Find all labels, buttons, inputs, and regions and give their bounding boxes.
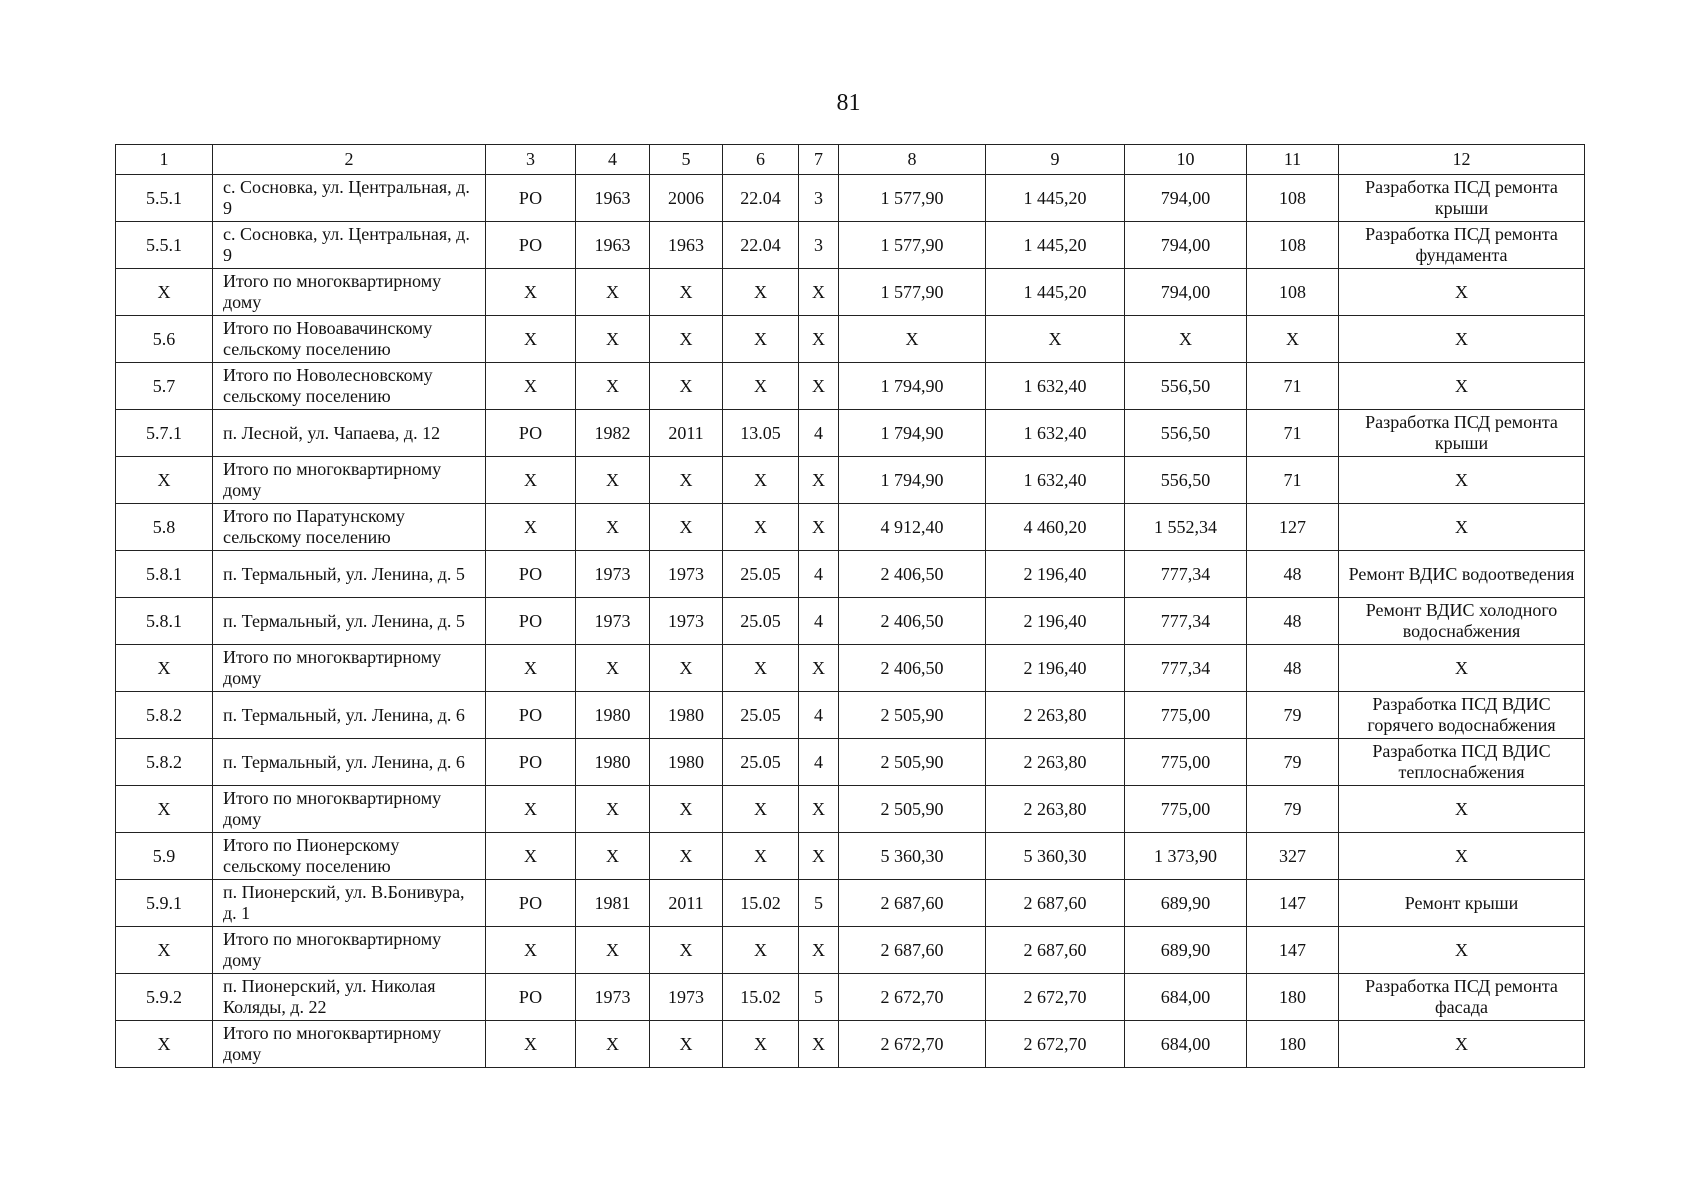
col-type: РО	[486, 974, 576, 1021]
col-work: Х	[1339, 1021, 1585, 1068]
col-residents: 48	[1247, 645, 1339, 692]
col-year-built: Х	[576, 504, 650, 551]
col-type: Х	[486, 269, 576, 316]
col-type: РО	[486, 880, 576, 927]
col-year-repair: 2011	[650, 880, 723, 927]
col-address: Итого по многоквартирному дому	[213, 927, 486, 974]
header-cell-10: 10	[1125, 145, 1247, 175]
col-floors: Х	[799, 927, 839, 974]
col-year-repair: 1980	[650, 692, 723, 739]
col-number: 5.9.1	[116, 880, 213, 927]
col-work: Ремонт крыши	[1339, 880, 1585, 927]
col-floors: Х	[799, 504, 839, 551]
header-cell-1: 1	[116, 145, 213, 175]
col-address: Итого по Новоавачинскому сельскому поселению	[213, 316, 486, 363]
col-area-total: 1 577,90	[839, 269, 986, 316]
col-year-repair: Х	[650, 1021, 723, 1068]
col-address: Итого по Новолесновскому сельскому поселению	[213, 363, 486, 410]
col-cost: 794,00	[1125, 269, 1247, 316]
col-year-built: Х	[576, 363, 650, 410]
header-cell-2: 2	[213, 145, 486, 175]
col-type: Х	[486, 786, 576, 833]
col-address: Итого по многоквартирному дому	[213, 1021, 486, 1068]
col-address: п. Пионерский, ул. Николая Коляды, д. 22	[213, 974, 486, 1021]
col-cost: 777,34	[1125, 645, 1247, 692]
col-area-living: 4 460,20	[986, 504, 1125, 551]
col-year-built: 1973	[576, 598, 650, 645]
col-number: Х	[116, 269, 213, 316]
col-year-built: 1973	[576, 974, 650, 1021]
col-number: 5.8.1	[116, 598, 213, 645]
col-number: 5.8.2	[116, 692, 213, 739]
table-row	[116, 457, 1585, 504]
col-area-living: 1 445,20	[986, 269, 1125, 316]
col-work: Разработка ПСД ремонта крыши	[1339, 410, 1585, 457]
col-area-total: 1 577,90	[839, 175, 986, 222]
col-type: Х	[486, 363, 576, 410]
col-date: Х	[723, 927, 799, 974]
col-date: Х	[723, 645, 799, 692]
col-date: 25.05	[723, 598, 799, 645]
col-date: 25.05	[723, 692, 799, 739]
col-address: п. Лесной, ул. Чапаева, д. 12	[213, 410, 486, 457]
table-row	[116, 269, 1585, 316]
col-address: с. Сосновка, ул. Центральная, д. 9	[213, 222, 486, 269]
col-year-built: Х	[576, 457, 650, 504]
col-year-built: 1963	[576, 175, 650, 222]
col-residents: 71	[1247, 410, 1339, 457]
col-number: 5.9.2	[116, 974, 213, 1021]
data-table	[115, 144, 1585, 1068]
col-cost: 684,00	[1125, 1021, 1247, 1068]
col-area-living: 2 672,70	[986, 1021, 1125, 1068]
col-residents: 71	[1247, 457, 1339, 504]
col-year-built: Х	[576, 645, 650, 692]
col-date: 15.02	[723, 880, 799, 927]
col-work: Х	[1339, 269, 1585, 316]
col-number: 5.8	[116, 504, 213, 551]
col-area-total: 2 505,90	[839, 692, 986, 739]
table-row	[116, 1021, 1585, 1068]
col-floors: 4	[799, 598, 839, 645]
col-address: п. Термальный, ул. Ленина, д. 5	[213, 598, 486, 645]
col-cost: 689,90	[1125, 927, 1247, 974]
header-cell-9: 9	[986, 145, 1125, 175]
col-area-living: 5 360,30	[986, 833, 1125, 880]
table-row	[116, 833, 1585, 880]
col-cost: 775,00	[1125, 786, 1247, 833]
col-floors: 4	[799, 551, 839, 598]
header-cell-4: 4	[576, 145, 650, 175]
col-area-living: 2 196,40	[986, 645, 1125, 692]
col-type: РО	[486, 692, 576, 739]
col-year-repair: 1973	[650, 974, 723, 1021]
col-cost: 556,50	[1125, 410, 1247, 457]
col-date: Х	[723, 1021, 799, 1068]
page-number: 81	[836, 90, 861, 116]
col-work: Ремонт ВДИС водоотведения	[1339, 551, 1585, 598]
table-row	[116, 927, 1585, 974]
col-year-built: Х	[576, 786, 650, 833]
col-floors: Х	[799, 457, 839, 504]
col-residents: 79	[1247, 786, 1339, 833]
table-row	[116, 551, 1585, 598]
col-number: Х	[116, 1021, 213, 1068]
col-area-living: 2 687,60	[986, 927, 1125, 974]
col-number: 5.9	[116, 833, 213, 880]
table-header-row	[116, 145, 1585, 175]
table-row	[116, 175, 1585, 222]
col-work: Разработка ПСД ремонта крыши	[1339, 175, 1585, 222]
table-row	[116, 598, 1585, 645]
col-work: Ремонт ВДИС холодного водоснабжения	[1339, 598, 1585, 645]
table-row	[116, 410, 1585, 457]
col-year-repair: 1973	[650, 551, 723, 598]
col-type: Х	[486, 457, 576, 504]
col-type: Х	[486, 645, 576, 692]
col-area-living: 2 196,40	[986, 551, 1125, 598]
col-floors: 5	[799, 880, 839, 927]
col-floors: Х	[799, 269, 839, 316]
col-cost: 775,00	[1125, 692, 1247, 739]
col-area-total: 1 794,90	[839, 410, 986, 457]
col-year-built: Х	[576, 316, 650, 363]
col-number: 5.8.1	[116, 551, 213, 598]
table-row	[116, 363, 1585, 410]
col-area-total: 1 577,90	[839, 222, 986, 269]
col-type: РО	[486, 598, 576, 645]
col-year-repair: Х	[650, 269, 723, 316]
col-address: с. Сосновка, ул. Центральная, д. 9	[213, 175, 486, 222]
table-row	[116, 739, 1585, 786]
col-cost: 794,00	[1125, 222, 1247, 269]
col-date: 13.05	[723, 410, 799, 457]
col-type: Х	[486, 1021, 576, 1068]
col-work: Разработка ПСД ремонта фундамента	[1339, 222, 1585, 269]
col-address: п. Термальный, ул. Ленина, д. 6	[213, 692, 486, 739]
col-year-repair: Х	[650, 316, 723, 363]
col-cost: 1 373,90	[1125, 833, 1247, 880]
col-work: Х	[1339, 504, 1585, 551]
col-residents: 108	[1247, 175, 1339, 222]
col-number: Х	[116, 786, 213, 833]
col-area-total: 5 360,30	[839, 833, 986, 880]
col-work: Разработка ПСД ремонта фасада	[1339, 974, 1585, 1021]
col-cost: 777,34	[1125, 598, 1247, 645]
col-area-living: 2 263,80	[986, 786, 1125, 833]
col-cost: 777,34	[1125, 551, 1247, 598]
col-work: Х	[1339, 316, 1585, 363]
col-area-total: 2 672,70	[839, 974, 986, 1021]
col-date: Х	[723, 363, 799, 410]
col-number: 5.5.1	[116, 175, 213, 222]
col-area-total: 1 794,90	[839, 363, 986, 410]
col-date: 25.05	[723, 551, 799, 598]
col-year-repair: Х	[650, 645, 723, 692]
col-year-built: Х	[576, 833, 650, 880]
col-area-total: Х	[839, 316, 986, 363]
col-date: Х	[723, 316, 799, 363]
table-row	[116, 645, 1585, 692]
col-year-built: 1982	[576, 410, 650, 457]
col-address: Итого по многоквартирному дому	[213, 457, 486, 504]
table-row	[116, 974, 1585, 1021]
col-area-living: Х	[986, 316, 1125, 363]
col-area-living: 1 632,40	[986, 363, 1125, 410]
header-cell-8: 8	[839, 145, 986, 175]
col-area-total: 2 672,70	[839, 1021, 986, 1068]
col-residents: 180	[1247, 974, 1339, 1021]
col-area-total: 2 406,50	[839, 598, 986, 645]
col-type: Х	[486, 504, 576, 551]
col-area-total: 2 406,50	[839, 551, 986, 598]
header-cell-5: 5	[650, 145, 723, 175]
col-residents: 147	[1247, 927, 1339, 974]
col-year-repair: Х	[650, 363, 723, 410]
col-cost: 556,50	[1125, 457, 1247, 504]
col-residents: 147	[1247, 880, 1339, 927]
col-type: РО	[486, 410, 576, 457]
col-floors: Х	[799, 833, 839, 880]
col-residents: 48	[1247, 551, 1339, 598]
col-date: Х	[723, 457, 799, 504]
col-type: Х	[486, 927, 576, 974]
col-area-living: 2 672,70	[986, 974, 1125, 1021]
col-year-built: Х	[576, 1021, 650, 1068]
col-cost: 1 552,34	[1125, 504, 1247, 551]
col-area-living: 1 445,20	[986, 222, 1125, 269]
col-work: Разработка ПСД ВДИС горячего водоснабжения	[1339, 692, 1585, 739]
col-area-total: 1 794,90	[839, 457, 986, 504]
col-number: 5.6	[116, 316, 213, 363]
col-area-total: 2 505,90	[839, 786, 986, 833]
col-work: Х	[1339, 786, 1585, 833]
col-area-total: 2 505,90	[839, 739, 986, 786]
col-year-repair: Х	[650, 457, 723, 504]
col-area-living: 2 263,80	[986, 692, 1125, 739]
col-floors: 3	[799, 175, 839, 222]
col-number: Х	[116, 927, 213, 974]
col-residents: 48	[1247, 598, 1339, 645]
col-area-living: 1 632,40	[986, 410, 1125, 457]
col-residents: 180	[1247, 1021, 1339, 1068]
col-work: Х	[1339, 363, 1585, 410]
header-cell-7: 7	[799, 145, 839, 175]
col-address: Итого по Паратунскому сельскому поселению	[213, 504, 486, 551]
col-date: 22.04	[723, 175, 799, 222]
header-cell-12: 12	[1339, 145, 1585, 175]
col-cost: 556,50	[1125, 363, 1247, 410]
table-row	[116, 692, 1585, 739]
col-area-total: 4 912,40	[839, 504, 986, 551]
col-year-repair: Х	[650, 833, 723, 880]
col-residents: 127	[1247, 504, 1339, 551]
col-floors: Х	[799, 786, 839, 833]
col-work: Х	[1339, 457, 1585, 504]
col-area-living: 2 687,60	[986, 880, 1125, 927]
col-cost: 689,90	[1125, 880, 1247, 927]
col-residents: 327	[1247, 833, 1339, 880]
col-date: 22.04	[723, 222, 799, 269]
col-number: Х	[116, 457, 213, 504]
col-address: Итого по многоквартирному дому	[213, 269, 486, 316]
col-date: 15.02	[723, 974, 799, 1021]
table-row	[116, 316, 1585, 363]
col-date: Х	[723, 269, 799, 316]
col-area-total: 2 406,50	[839, 645, 986, 692]
col-year-repair: 1973	[650, 598, 723, 645]
col-year-repair: 1963	[650, 222, 723, 269]
table-row	[116, 786, 1585, 833]
col-address: п. Термальный, ул. Ленина, д. 5	[213, 551, 486, 598]
col-year-repair: Х	[650, 504, 723, 551]
col-number: 5.7	[116, 363, 213, 410]
col-floors: Х	[799, 1021, 839, 1068]
col-cost: 775,00	[1125, 739, 1247, 786]
col-year-built: 1980	[576, 739, 650, 786]
col-floors: 3	[799, 222, 839, 269]
col-cost: Х	[1125, 316, 1247, 363]
col-floors: Х	[799, 316, 839, 363]
col-residents: 79	[1247, 739, 1339, 786]
col-floors: 4	[799, 692, 839, 739]
col-address: Итого по многоквартирному дому	[213, 786, 486, 833]
col-address: п. Пионерский, ул. В.Бонивура, д. 1	[213, 880, 486, 927]
col-floors: Х	[799, 363, 839, 410]
col-type: РО	[486, 551, 576, 598]
col-year-repair: 2006	[650, 175, 723, 222]
col-floors: 5	[799, 974, 839, 1021]
col-floors: 4	[799, 410, 839, 457]
header-cell-6: 6	[723, 145, 799, 175]
col-area-total: 2 687,60	[839, 880, 986, 927]
col-date: Х	[723, 786, 799, 833]
col-year-repair: Х	[650, 927, 723, 974]
col-floors: Х	[799, 645, 839, 692]
col-address: Итого по Пионерскому сельскому поселению	[213, 833, 486, 880]
col-number: 5.5.1	[116, 222, 213, 269]
table-row	[116, 504, 1585, 551]
col-cost: 794,00	[1125, 175, 1247, 222]
col-work: Х	[1339, 645, 1585, 692]
col-year-built: 1963	[576, 222, 650, 269]
col-floors: 4	[799, 739, 839, 786]
col-area-living: 1 445,20	[986, 175, 1125, 222]
col-residents: 108	[1247, 269, 1339, 316]
col-type: РО	[486, 222, 576, 269]
col-date: Х	[723, 833, 799, 880]
col-type: Х	[486, 316, 576, 363]
col-address: п. Термальный, ул. Ленина, д. 6	[213, 739, 486, 786]
col-date: 25.05	[723, 739, 799, 786]
col-year-built: Х	[576, 927, 650, 974]
col-date: Х	[723, 504, 799, 551]
col-year-built: 1973	[576, 551, 650, 598]
col-type: Х	[486, 833, 576, 880]
col-year-repair: Х	[650, 786, 723, 833]
col-residents: 108	[1247, 222, 1339, 269]
col-type: РО	[486, 739, 576, 786]
col-residents: 71	[1247, 363, 1339, 410]
table-row	[116, 222, 1585, 269]
col-type: РО	[486, 175, 576, 222]
col-year-repair: 1980	[650, 739, 723, 786]
table-body	[116, 145, 1585, 1068]
col-area-living: 2 263,80	[986, 739, 1125, 786]
table-row	[116, 880, 1585, 927]
col-residents: Х	[1247, 316, 1339, 363]
col-work: Х	[1339, 833, 1585, 880]
header-cell-11: 11	[1247, 145, 1339, 175]
col-area-living: 2 196,40	[986, 598, 1125, 645]
col-area-living: 1 632,40	[986, 457, 1125, 504]
header-cell-3: 3	[486, 145, 576, 175]
col-number: 5.7.1	[116, 410, 213, 457]
col-number: 5.8.2	[116, 739, 213, 786]
col-number: Х	[116, 645, 213, 692]
col-year-built: 1980	[576, 692, 650, 739]
col-work: Разработка ПСД ВДИС теплоснабжения	[1339, 739, 1585, 786]
col-cost: 684,00	[1125, 974, 1247, 1021]
col-year-built: Х	[576, 269, 650, 316]
col-area-total: 2 687,60	[839, 927, 986, 974]
col-work: Х	[1339, 927, 1585, 974]
col-year-built: 1981	[576, 880, 650, 927]
col-address: Итого по многоквартирному дому	[213, 645, 486, 692]
col-residents: 79	[1247, 692, 1339, 739]
col-year-repair: 2011	[650, 410, 723, 457]
